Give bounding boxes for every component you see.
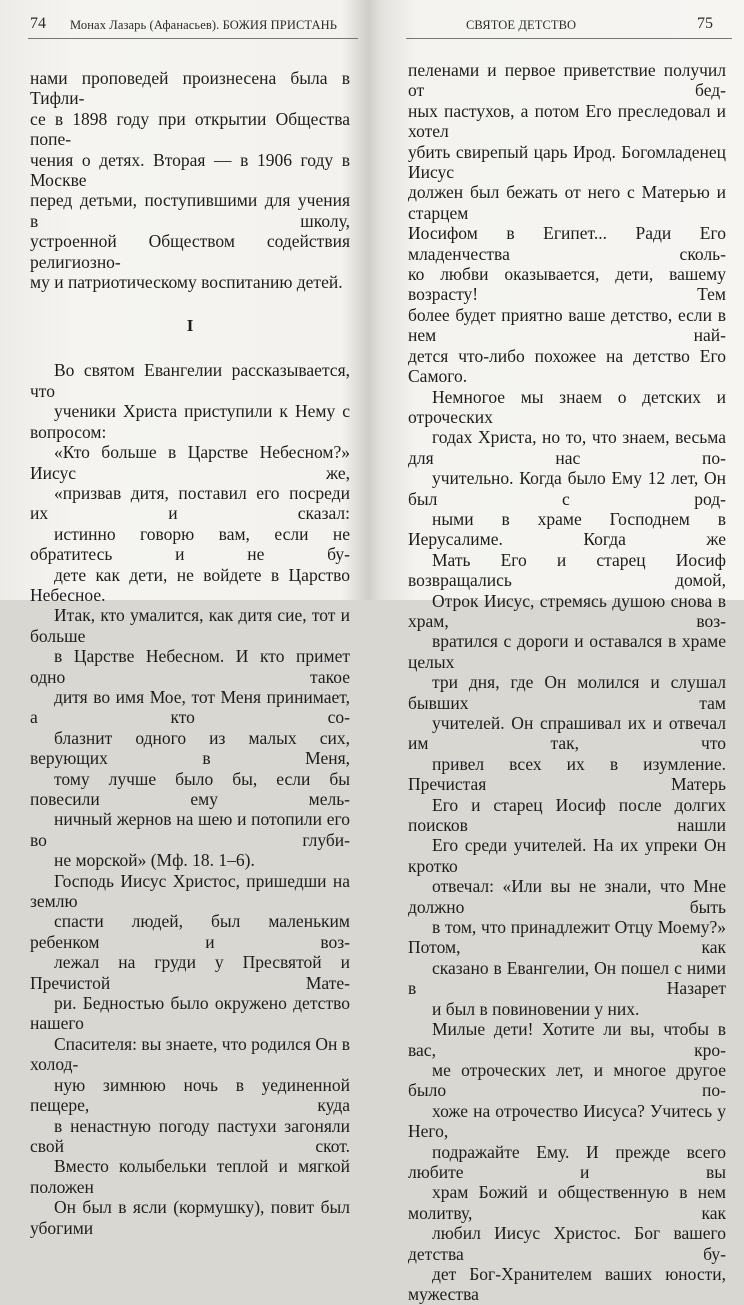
running-head: Монах Лазарь (Афанасьев). БОЖИЯ ПРИСТАНЬ [70, 18, 338, 32]
text-line: привел всех их в изумление. Пречистая Матерь [408, 753, 726, 795]
paragraph [30, 360, 350, 870]
text-line: ученики Христа приступили к Нему с вопросом: [30, 401, 350, 442]
body-text [408, 60, 726, 1305]
text-line: в том, что принадлежит Отцу Моему?» Потом, как [408, 917, 726, 958]
text-line: подражайте Ему. И прежде всего любите и вы [408, 1141, 726, 1182]
text-line: дитя во имя Мое, тот Меня принимает, а кто со- [30, 686, 350, 728]
text-line: лежал на груди у Пресвятой и Пречистой Мате- [30, 952, 350, 993]
chapter-heading: I [186, 316, 194, 336]
text-line: отвечал: «Или вы не знали, что Мне должно быть [408, 876, 726, 917]
text-line: должен был бежать от него с Матерью и старцем [408, 182, 726, 223]
text-line: ничный жернов на шею и потопили его во глуби- [30, 809, 350, 850]
text-line: любил Иисус Христос. Бог вашего детства бу- [408, 1223, 726, 1264]
text-line: спасти людей, был маленьким ребенком и воз- [30, 911, 350, 952]
text-line: Его среди учителей. На их упреки Он кротко [408, 835, 726, 876]
text-line: чения о детях. Вторая — в 1906 году в Москве [30, 149, 350, 191]
text-line: Итак, кто умалится, как дитя сие, тот и больше [30, 605, 350, 646]
text-line: дется что-либо похожее на детство Его Самого. [408, 345, 726, 387]
text-line: ных пастухов, а потом Его преследовал и хотел [408, 100, 726, 142]
paragraph [408, 60, 726, 387]
text-line: убить свирепый царь Ирод. Богомладенец Иисус [408, 141, 726, 183]
left-page [0, 0, 372, 1238]
page-number: 75 [697, 15, 713, 32]
text-line: ную зимнюю ночь в уединенной пещере, куда [30, 1074, 350, 1116]
text-line: Господь Иисус Христос, пришедши на землю [30, 870, 350, 912]
text-line: более будет приятно ваше детство, если в нем най- [408, 304, 726, 346]
text-line: Отрок Иисус, стремясь душою снова в храм, воз- [408, 590, 726, 631]
text-line: в Царстве Небесном. И кто примет одно такое [30, 646, 350, 687]
text-line: Во святом Евангелии рассказывается, что [30, 360, 350, 401]
page-number: 74 [30, 15, 46, 32]
text-line: три дня, где Он молился и слушал бывших там [408, 672, 726, 713]
body-text [30, 68, 350, 1238]
text-line: вратился с дороги и оставался в храме целых [408, 631, 726, 672]
header-rule [28, 38, 358, 39]
text-line: се в 1898 году при открытии Общества попе- [30, 108, 350, 150]
text-line: и был в повиновении у них. [432, 998, 640, 1019]
text-line: Иосифом в Египет... Ради Его младенчества сколь- [408, 223, 726, 264]
text-line: учителей. Он спрашивал их и отвечал им так, что [408, 713, 726, 754]
text-line: Немногое мы знаем о детских и отроческих [408, 386, 726, 427]
text-line: истинно говорю вам, если не обратитесь и не бу- [30, 523, 350, 565]
paragraph [408, 1019, 726, 1305]
text-line: му и патриотическому воспитанию детей. [30, 272, 343, 293]
text-line: Его и старец Иосиф после долгих поисков нашли [408, 794, 726, 836]
text-line: Милые дети! Хотите ли вы, чтобы в вас, кро- [408, 1019, 726, 1060]
text-line: перед детьми, поступившими для учения в школу, [30, 190, 350, 231]
text-line: ко любви оказывается, дети, вашему возрасту! Тем [408, 264, 726, 305]
paragraph [30, 871, 350, 1238]
text-line: учительно. Когда было Ему 12 лет, Он был с род- [408, 468, 726, 509]
text-line: дете как дети, не войдете в Царство Небесное. [30, 564, 350, 605]
text-line: храм Божий и общественную в нем молитву, как [408, 1182, 726, 1223]
paragraph [30, 68, 350, 292]
right-page [372, 0, 744, 1305]
text-line: хоже на отрочество Иисуса? Учитесь у Него, [408, 1100, 726, 1142]
text-line: годах Христа, но то, что знаем, весьма для нас по- [408, 427, 726, 468]
text-line: Он был в ясли (кормушку), повит был убогими [30, 1197, 350, 1238]
paragraph [408, 387, 726, 1020]
text-line: ме отроческих лет, и многое другое было по- [408, 1059, 726, 1101]
text-line: устроенной Обществом содействия религиозно- [30, 231, 350, 272]
text-line: Спасителя: вы знаете, что родился Он в холод- [30, 1033, 350, 1075]
text-line: не морской» (Мф. 18. 1–6). [54, 850, 255, 871]
text-line: ными в храме Господнем в Иерусалиме. Когда же [408, 508, 726, 550]
header-rule [406, 38, 732, 39]
text-line: Вместо колыбельки теплой и мягкой положен [30, 1156, 350, 1197]
text-line: пеленами и первое приветствие получил от бед- [408, 60, 726, 101]
text-line: дет Бог-Хранителем ваших юности, мужества [408, 1263, 726, 1305]
text-line: Мать Его и старец Иосиф возвращались домой, [408, 549, 726, 591]
text-line: нами проповедей произнесена была в Тифли- [30, 68, 350, 109]
text-line: в ненастную погоду пастухи загоняли свой скот. [30, 1115, 350, 1156]
text-line: тому лучше было бы, если бы повесили ему мель- [30, 768, 350, 809]
running-head: СВЯТОЕ ДЕТСТВО [466, 18, 577, 32]
text-line: ри. Бедностью было окружено детство нашего [30, 993, 350, 1034]
text-line: «Кто больше в Царстве Небесном?» Иисус же, [30, 442, 350, 483]
text-line: «призвав дитя, поставил его посреди их и сказал: [30, 482, 350, 524]
text-line: сказано в Евангелии, Он пошел с ними в Назарет [408, 957, 726, 999]
text-line: блазнит одного из малых сих, верующих в Меня, [30, 727, 350, 769]
